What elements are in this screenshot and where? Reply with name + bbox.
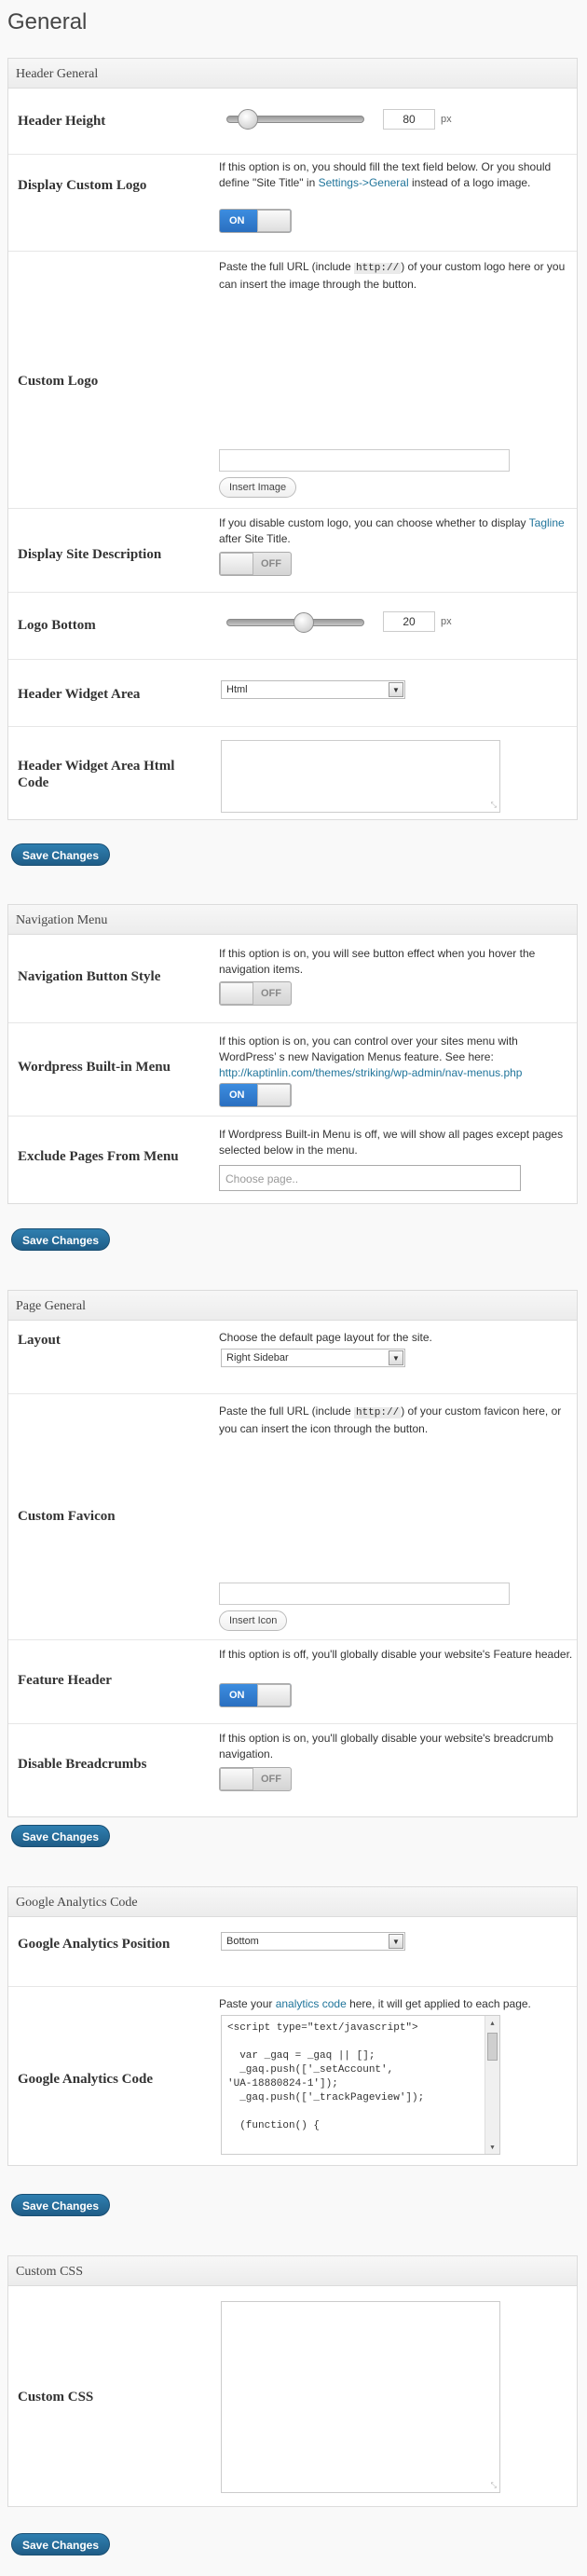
- row-header-height: [8, 89, 577, 154]
- code-scrollbar[interactable]: [485, 2016, 499, 2154]
- display-custom-logo-toggle[interactable]: [219, 209, 292, 233]
- save-changes-button-navigation[interactable]: Save Changes: [11, 1228, 110, 1251]
- save-changes-button-css[interactable]: Save Changes: [11, 2533, 110, 2555]
- exclude-pages-multiselect[interactable]: Choose page..: [219, 1165, 521, 1191]
- feature-header-toggle[interactable]: [219, 1683, 292, 1707]
- section-title-page-general: Page General: [8, 1291, 577, 1321]
- select-value: Right Sidebar: [226, 1352, 289, 1363]
- label-header-height: Header Height: [18, 114, 106, 129]
- row-display-custom-logo: [8, 154, 577, 226]
- toggle-handle: [257, 1684, 291, 1706]
- desc-navigation-button-style: If this option is on, you will see button effect when you hover the navigation items.: [219, 947, 536, 976]
- desc-text: Paste the full URL (include: [219, 1404, 354, 1418]
- label-navigation-button-style: Navigation Button Style: [18, 969, 161, 984]
- nav-menus-link[interactable]: http://kaptinlin.com/themes/striking/wp-admin/nav-menus.php: [219, 1066, 523, 1079]
- toggle-state: OFF: [261, 1774, 281, 1785]
- label-custom-css: Custom CSS: [18, 2390, 94, 2405]
- toggle-handle: [220, 1768, 253, 1790]
- layout-select[interactable]: [221, 1349, 405, 1367]
- logo-bottom-slider-handle[interactable]: [294, 612, 314, 633]
- header-height-unit: px: [441, 114, 452, 125]
- desc-display-custom-logo: [219, 159, 578, 191]
- desc-text: Paste your: [219, 1997, 276, 2010]
- panel-header-general: [7, 58, 578, 820]
- toggle-handle: [220, 553, 253, 575]
- panel-custom-css: [7, 2255, 578, 2507]
- navigation-button-style-toggle[interactable]: [219, 981, 292, 1006]
- toggle-state: ON: [229, 1089, 245, 1101]
- save-changes-button-header[interactable]: Save Changes: [11, 843, 110, 866]
- desc-code: http://: [355, 263, 400, 274]
- header-height-slider-handle[interactable]: [238, 109, 258, 130]
- desc-wordpress-builtin-menu: [219, 1034, 578, 1081]
- page-title: General: [7, 9, 88, 34]
- section-title-custom-css: Custom CSS: [8, 2256, 577, 2286]
- row-wordpress-builtin-menu: [8, 1022, 577, 1116]
- google-analytics-code-textarea[interactable]: [221, 2015, 500, 2155]
- row-custom-css: [8, 2286, 577, 2506]
- label-display-site-description: Display Site Description: [18, 547, 162, 562]
- panel-page-general: [7, 1290, 578, 1817]
- label-logo-bottom: Logo Bottom: [18, 618, 96, 633]
- header-widget-area-select[interactable]: [221, 680, 405, 699]
- desc-display-site-description: [219, 515, 578, 547]
- desc-exclude-pages: If Wordpress Built-in Menu is off, we will show all pages except pages selected below in the menu.: [219, 1128, 564, 1157]
- desc-text: instead of a logo image.: [408, 176, 531, 189]
- label-header-widget-area: Header Widget Area: [18, 687, 141, 702]
- wordpress-builtin-menu-toggle[interactable]: [219, 1083, 292, 1107]
- desc-text: If this option is on, you should fill the text field below. Or you should define "Site Title" in: [219, 160, 552, 189]
- insert-icon-button[interactable]: Insert Icon: [219, 1610, 287, 1631]
- display-site-description-toggle[interactable]: [219, 552, 292, 576]
- chevron-down-icon: ▼: [389, 1350, 403, 1365]
- chevron-down-icon: ▼: [389, 682, 403, 697]
- scroll-up-icon[interactable]: ▲: [490, 2021, 495, 2028]
- desc-text: If this option is on, you can control over your sites menu with WordPress’ s new Navigation Menus feature. See here:: [219, 1035, 518, 1063]
- desc-code: http://: [355, 1407, 400, 1418]
- google-analytics-position-select[interactable]: [221, 1932, 405, 1951]
- custom-favicon-url-input[interactable]: [219, 1583, 510, 1605]
- section-title-google-analytics: Google Analytics Code: [8, 1887, 577, 1917]
- label-google-analytics-position: Google Analytics Position: [18, 1937, 171, 1952]
- panel-google-analytics: [7, 1886, 578, 2166]
- toggle-handle: [220, 982, 253, 1005]
- row-navigation-button-style: [8, 935, 577, 1022]
- label-feature-header: Feature Header: [18, 1673, 112, 1688]
- desc-text: ) of your custom favicon here, or you can insert the icon through the button.: [219, 1404, 562, 1435]
- desc-feature-header: If this option is off, you'll globally disable your website's Feature header.: [219, 1648, 573, 1661]
- save-changes-button-analytics[interactable]: Save Changes: [11, 2194, 110, 2216]
- section-title-navigation-menu: Navigation Menu: [8, 905, 577, 935]
- desc-disable-breadcrumbs: If this option is on, you'll globally disable your website's breadcrumb navigation.: [219, 1732, 553, 1761]
- resize-grip-icon: ⤡: [490, 801, 497, 809]
- toggle-state: OFF: [261, 558, 281, 569]
- toggle-state: ON: [229, 215, 245, 226]
- desc-google-analytics-code: [219, 1996, 578, 2012]
- label-custom-favicon: Custom Favicon: [18, 1509, 116, 1524]
- row-custom-logo: [8, 251, 577, 508]
- toggle-state: ON: [229, 1690, 245, 1701]
- toggle-state: OFF: [261, 988, 281, 999]
- custom-css-textarea[interactable]: [221, 2301, 500, 2493]
- label-disable-breadcrumbs: Disable Breadcrumbs: [18, 1757, 147, 1772]
- row-exclude-pages: [8, 1116, 577, 1203]
- header-height-input[interactable]: 80: [383, 109, 435, 130]
- insert-image-button[interactable]: Insert Image: [219, 477, 296, 498]
- logo-bottom-input[interactable]: 20: [383, 611, 435, 632]
- row-layout: [8, 1321, 577, 1393]
- section-title-header-general: Header General: [8, 59, 577, 89]
- row-display-site-description: [8, 508, 577, 592]
- desc-layout: Choose the default page layout for the site.: [219, 1331, 432, 1344]
- chevron-down-icon: ▼: [389, 1934, 403, 1949]
- desc-text: If you disable custom logo, you can choose whether to display: [219, 516, 529, 529]
- logo-bottom-unit: px: [441, 616, 452, 627]
- scroll-down-icon[interactable]: ▼: [490, 2144, 495, 2152]
- disable-breadcrumbs-toggle[interactable]: [219, 1767, 292, 1791]
- panel-navigation-menu: [7, 904, 578, 1204]
- label-display-custom-logo: Display Custom Logo: [18, 178, 147, 193]
- select-value: Html: [226, 684, 248, 695]
- toggle-handle: [257, 210, 291, 232]
- row-google-analytics-code: [8, 1986, 577, 2163]
- label-google-analytics-code: Google Analytics Code: [18, 2072, 153, 2087]
- row-disable-breadcrumbs: [8, 1723, 577, 1816]
- header-widget-html-textarea[interactable]: [221, 740, 500, 813]
- row-feature-header: [8, 1639, 577, 1723]
- code-text: <script type="text/javascript"> var _gaq = _gaq || []; _gaq.push(['_setAccount', 'UA-18880824-1']); _gaq.push(['_trackPageview']); (function() {: [227, 2022, 425, 2131]
- scroll-thumb[interactable]: [487, 2033, 498, 2061]
- desc-text: Paste the full URL (include: [219, 260, 354, 273]
- toggle-handle: [257, 1084, 291, 1106]
- save-changes-button-page[interactable]: Save Changes: [11, 1825, 110, 1847]
- select-value: Bottom: [226, 1936, 259, 1947]
- label-exclude-pages: Exclude Pages From Menu: [18, 1149, 179, 1164]
- tagline-link[interactable]: Tagline: [528, 516, 565, 529]
- label-header-widget-area-html-code: Header Widget Area Html Code: [18, 759, 175, 790]
- label-layout: Layout: [18, 1333, 61, 1348]
- desc-text: ) of your custom logo here or you can insert the image through the button.: [219, 260, 566, 291]
- analytics-code-link[interactable]: analytics code: [275, 1997, 347, 2010]
- resize-grip-icon: ⤡: [490, 2481, 497, 2489]
- desc-custom-favicon: [219, 1404, 578, 1437]
- custom-logo-url-input[interactable]: [219, 449, 510, 472]
- settings-general-link[interactable]: Settings->General: [318, 176, 409, 189]
- row-header-widget-area: [8, 659, 577, 726]
- label-wordpress-builtin-menu: Wordpress Built-in Menu: [18, 1060, 171, 1075]
- row-custom-favicon: [8, 1393, 577, 1639]
- desc-custom-logo: [219, 259, 578, 293]
- row-header-widget-area-html-code: [8, 726, 577, 819]
- row-logo-bottom: [8, 592, 577, 659]
- desc-text: here, it will get applied to each page.: [346, 1997, 531, 2010]
- label-custom-logo: Custom Logo: [18, 374, 99, 389]
- desc-text: after Site Title.: [219, 532, 291, 545]
